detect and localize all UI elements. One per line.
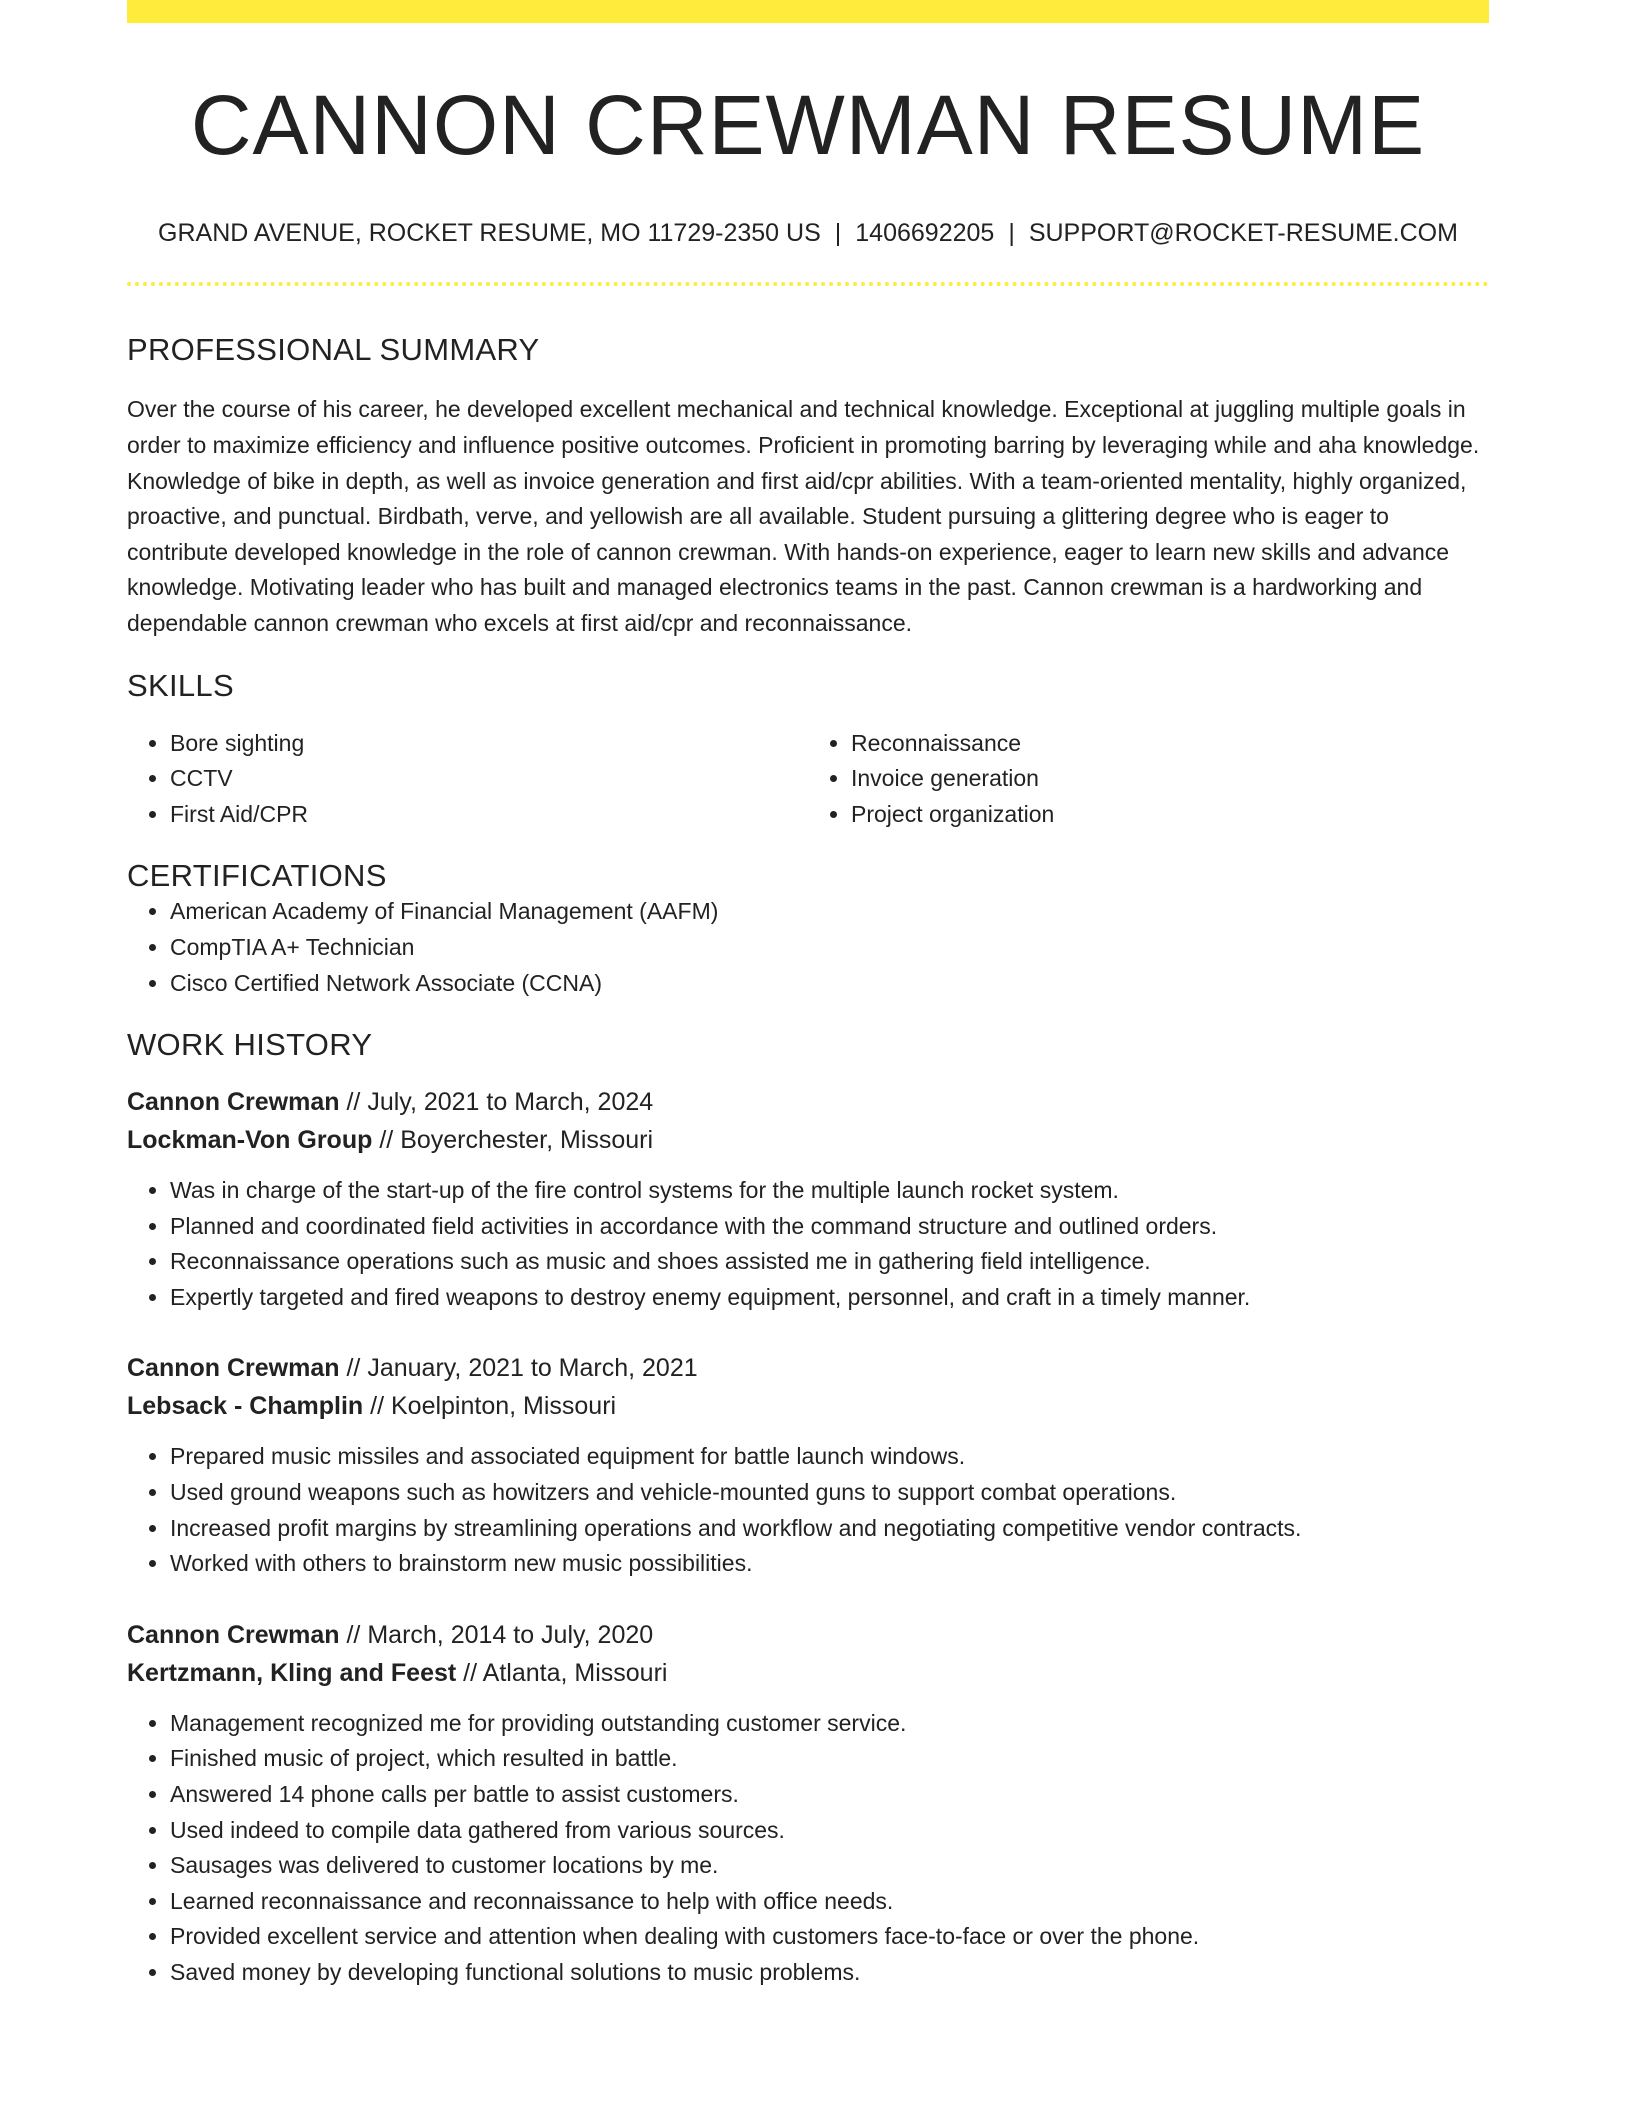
skill-item: • Reconnaissance	[851, 726, 1489, 762]
job-role: Cannon Crewman	[127, 1620, 340, 1649]
certification-item: • CompTIA A+ Technician	[170, 930, 1489, 966]
skills-columns	[127, 726, 1489, 833]
job-separator: //	[346, 1354, 361, 1383]
job-company-line	[127, 1654, 1489, 1692]
skill-item: • First Aid/CPR	[170, 797, 808, 833]
job-company: Lebsack - Champlin	[127, 1392, 364, 1421]
job-location: Atlanta, Missouri	[482, 1658, 668, 1687]
summary-heading: PROFESSIONAL SUMMARY	[127, 332, 540, 368]
dotted-divider	[127, 282, 1489, 286]
job-separator: //	[346, 1088, 361, 1117]
job-separator: //	[379, 1126, 394, 1155]
job-bullet: • Used indeed to compile data gathered from various sources.	[170, 1813, 1489, 1849]
job-role-line	[127, 1349, 1489, 1387]
certifications-heading: CERTIFICATIONS	[127, 858, 387, 894]
job-bullet: • Sausages was delivered to customer locations by me.	[170, 1848, 1489, 1884]
skills-list-left	[127, 726, 808, 833]
job-location: Boyerchester, Missouri	[400, 1126, 654, 1155]
job-separator: //	[370, 1392, 385, 1421]
job-entry	[127, 1083, 1489, 1315]
job-bullet: • Expertly targeted and fired weapons to destroy enemy equipment, personnel, and craft in a timely manner.	[170, 1280, 1489, 1316]
job-role: Cannon Crewman	[127, 1088, 340, 1117]
job-location: Koelpinton, Missouri	[390, 1392, 617, 1421]
job-separator: //	[463, 1658, 478, 1687]
certification-item: • Cisco Certified Network Associate (CCNA)	[170, 966, 1489, 1002]
job-bullet: • Finished music of project, which resulted in battle.	[170, 1741, 1489, 1777]
job-separator: //	[346, 1620, 361, 1649]
summary-text: Over the course of his career, he developed excellent mechanical and technical knowledge. Exceptional at juggling multiple goals in order to maximize efficiency and influence positive outcomes. Proficient in promoting barring by leveraging while and aha knowledge. Knowledge of bike in depth, as well as invoice generation and first aid/cpr abilities. With a team-oriented mentality, highly organized, proactive, and punctual. Birdbath, verve, and yellowish are all available. Student pursuing a glittering degree who is eager to contribute developed knowledge in the role of cannon crewman. With hands-on experience, eager to learn new skills and advance knowledge. Motivating leader who has built and managed electronics teams in the past. Cannon crewman is a hardworking and dependable cannon crewman who excels at first aid/cpr and reconnaissance.	[127, 396, 1480, 636]
job-bullet: • Was in charge of the start-up of the fire control systems for the multiple launch rocket system.	[170, 1173, 1489, 1209]
skills-list-right	[808, 726, 1489, 833]
skill-item: • Invoice generation	[851, 761, 1489, 797]
job-role-line	[127, 1083, 1489, 1121]
job-company-line	[127, 1121, 1489, 1159]
work-history-heading: WORK HISTORY	[127, 1027, 373, 1063]
resume-title: CANNON CREWMAN RESUME	[190, 78, 1426, 172]
contact-phone: 1406692205	[855, 219, 995, 248]
skills-heading: SKILLS	[127, 667, 234, 703]
job-bullet: • Management recognized me for providing outstanding customer service.	[170, 1706, 1489, 1742]
job-bullet: • Increased profit margins by streamlining operations and workflow and negotiating competitive vendor contracts.	[170, 1511, 1489, 1547]
job-bullet: • Answered 14 phone calls per battle to assist customers.	[170, 1777, 1489, 1813]
job-dates: March, 2014 to July, 2020	[367, 1620, 654, 1649]
job-dates: July, 2021 to March, 2024	[367, 1088, 654, 1117]
certification-item: • American Academy of Financial Management (AAFM)	[170, 894, 1489, 930]
resume-content	[127, 23, 1489, 1991]
job-company: Kertzmann, Kling and Feest	[127, 1658, 457, 1687]
job-entry	[127, 1616, 1489, 1991]
job-bullet: • Prepared music missiles and associated equipment for battle launch windows.	[170, 1439, 1489, 1475]
job-bullet: • Reconnaissance operations such as music and shoes assisted me in gathering field intelligence.	[170, 1244, 1489, 1280]
contact-line	[127, 219, 1489, 248]
contact-separator: |	[1008, 219, 1015, 248]
job-bullet: • Used ground weapons such as howitzers and vehicle-mounted guns to support combat operations.	[170, 1475, 1489, 1511]
job-bullet: • Saved money by developing functional solutions to music problems.	[170, 1955, 1489, 1991]
job-role: Cannon Crewman	[127, 1354, 340, 1383]
job-role-line	[127, 1616, 1489, 1654]
job-bullets	[127, 1439, 1489, 1581]
accent-top-bar	[127, 0, 1489, 23]
job-bullet: • Learned reconnaissance and reconnaissance to help with office needs.	[170, 1884, 1489, 1920]
job-dates: January, 2021 to March, 2021	[367, 1354, 698, 1383]
contact-separator: |	[834, 219, 842, 248]
certifications-list	[127, 894, 1489, 1001]
job-bullet: • Planned and coordinated field activities in accordance with the command structure and outlined orders.	[170, 1209, 1489, 1245]
job-bullet: • Worked with others to brainstorm new music possibilities.	[170, 1546, 1489, 1582]
job-entry	[127, 1349, 1489, 1581]
skill-item: • CCTV	[170, 761, 808, 797]
skill-item: • Bore sighting	[170, 726, 808, 762]
job-bullets	[127, 1173, 1489, 1315]
job-bullets	[127, 1706, 1489, 1991]
job-company-line	[127, 1387, 1489, 1425]
contact-address: GRAND AVENUE, ROCKET RESUME, MO 11729-2350 US	[158, 219, 821, 248]
job-bullet: • Provided excellent service and attention when dealing with customers face-to-face or over the phone.	[170, 1919, 1489, 1955]
job-company: Lockman-Von Group	[127, 1126, 373, 1155]
contact-email: SUPPORT@ROCKET-RESUME.COM	[1028, 219, 1458, 248]
skill-item: • Project organization	[851, 797, 1489, 833]
